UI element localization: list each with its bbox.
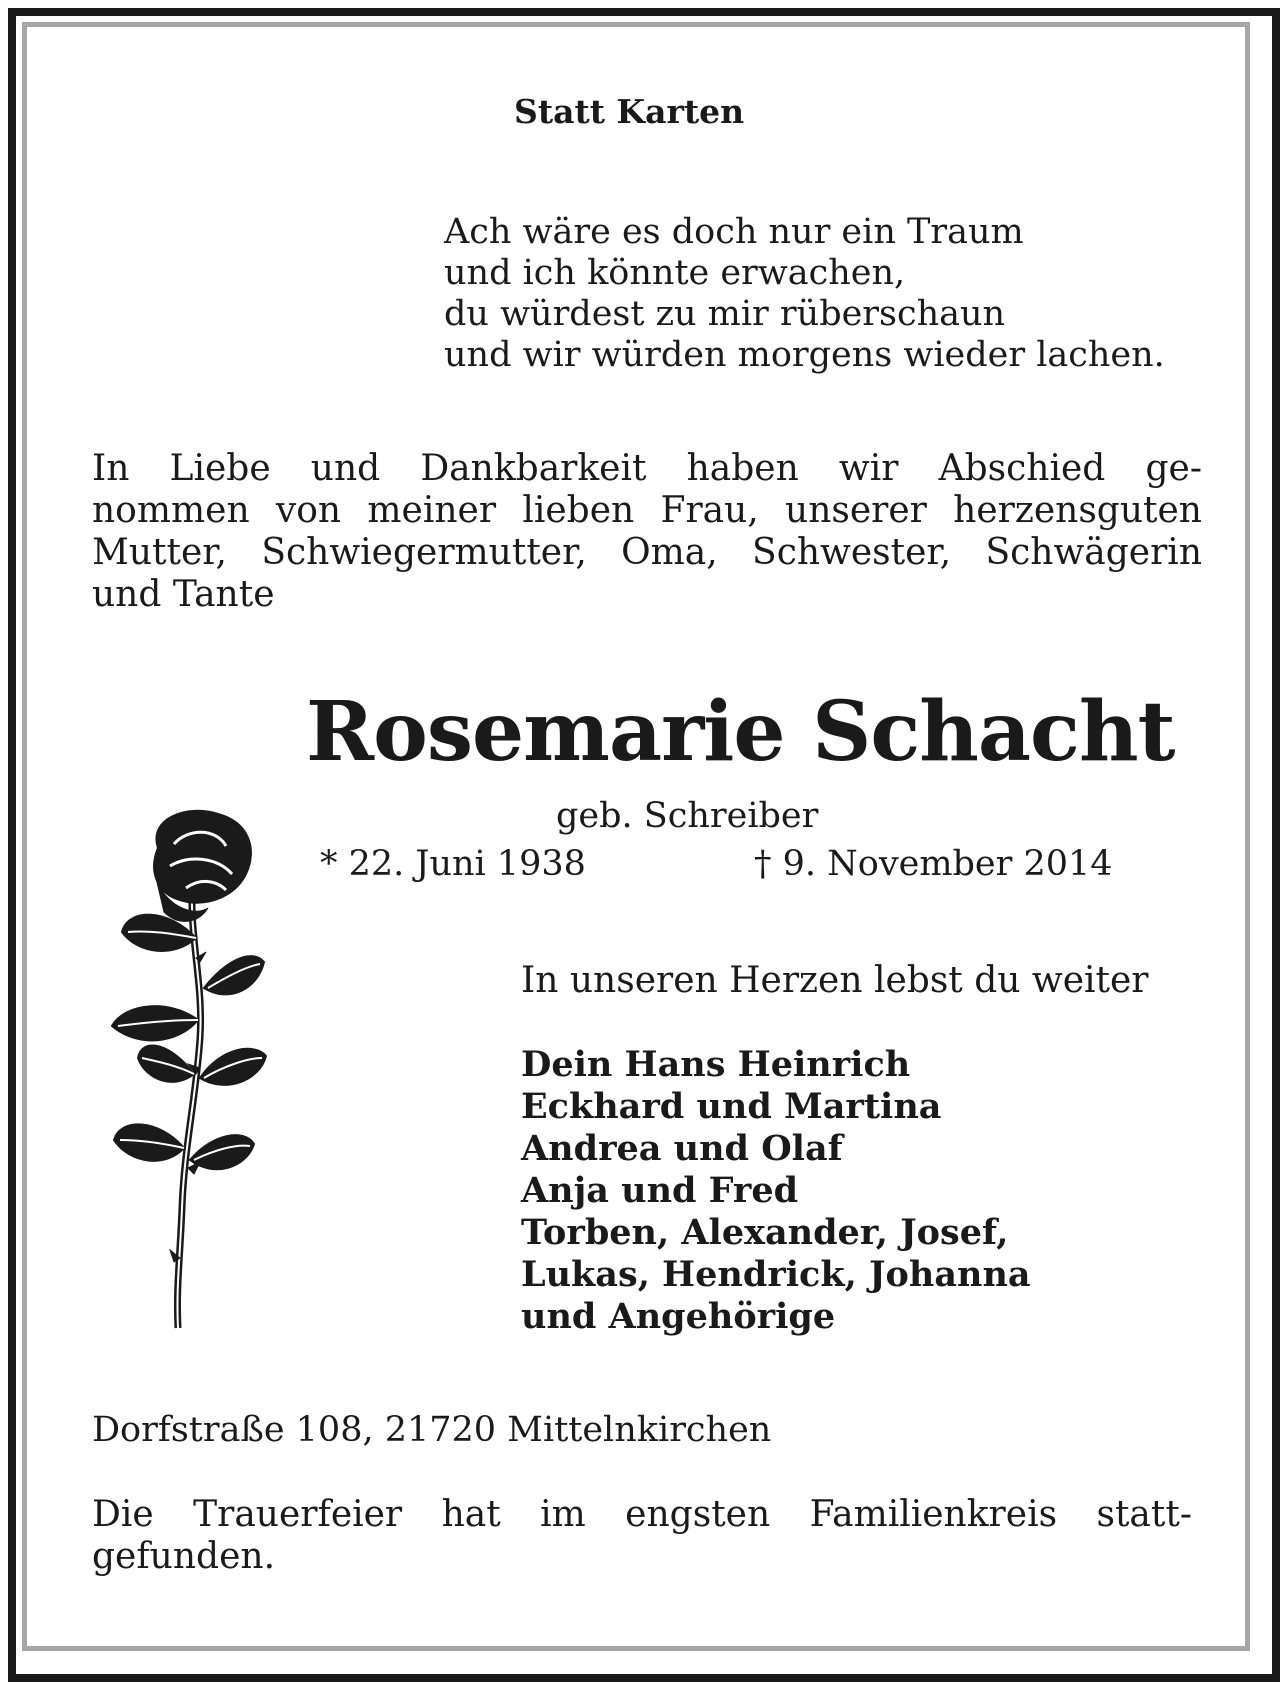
poem-line: und wir würden morgens wieder lachen.: [444, 335, 1165, 375]
funeral-note: [92, 1494, 1192, 1578]
funeral-line: Die Trauerfeier hat im engsten Familienkreis statt-: [92, 1494, 1192, 1535]
statt-karten-heading: Statt Karten: [514, 92, 745, 131]
birth-date: * 22. Juni 1938: [320, 844, 586, 884]
intro-line: und Tante: [92, 574, 275, 615]
family-line: Anja und Fred: [521, 1170, 799, 1211]
poem-line: und ich könnte erwachen,: [444, 253, 906, 293]
intro-line: Mutter, Schwiegermutter, Oma, Schwester, Schwägerin: [92, 532, 1202, 573]
death-date: † 9. November 2014: [754, 844, 1113, 884]
family-signatures: [521, 1044, 1031, 1338]
deceased-name: Rosemarie Schacht: [306, 684, 1175, 780]
intro-line: nommen von meiner lieben Frau, unserer herzensguten: [92, 490, 1202, 531]
poem: [444, 212, 1165, 376]
family-line: Lukas, Hendrick, Johanna: [521, 1254, 1031, 1295]
intro-line: In Liebe und Dankbarkeit haben wir Abschied ge-: [92, 448, 1202, 489]
funeral-line: gefunden.: [92, 1536, 276, 1577]
maiden-name: geb. Schreiber: [556, 796, 819, 836]
family-line: Torben, Alexander, Josef,: [521, 1212, 1009, 1253]
family-line: Dein Hans Heinrich: [521, 1044, 911, 1085]
poem-line: Ach wäre es doch nur ein Traum: [444, 212, 1024, 252]
intro-paragraph: [92, 448, 1202, 616]
rose-icon: [108, 808, 278, 1338]
poem-line: du würdest zu mir rüberschaun: [444, 294, 1006, 334]
motto: In unseren Herzen lebst du weiter: [521, 960, 1149, 1001]
family-line: und Angehörige: [521, 1296, 836, 1337]
family-line: Eckhard und Martina: [521, 1086, 942, 1127]
address: Dorfstraße 108, 21720 Mittelnkirchen: [92, 1410, 772, 1450]
family-line: Andrea und Olaf: [521, 1128, 843, 1169]
